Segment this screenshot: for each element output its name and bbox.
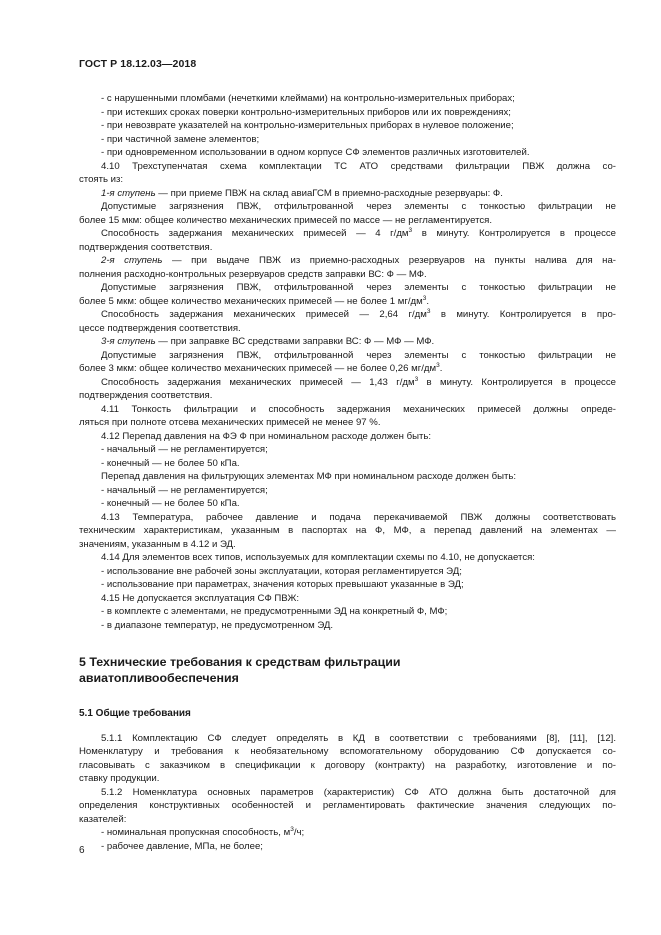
- text-line: - в комплекте с элементами, не предусмотренными ЭД на конкретный Ф, МФ;: [101, 606, 448, 617]
- text-line: - начальный — не регламентируется;: [101, 484, 268, 496]
- text-line: Способность задержания механических примесей — 4 $г/дм^3$ в минуту. Контролируется в процессе: [101, 227, 617, 239]
- text-line: - при невозврате указателей на контрольно-измерительных приборах в нулевое положение;: [101, 120, 514, 131]
- text-line: значениям, указанным в 4.12 и ЭД.: [79, 538, 236, 550]
- subsection-5-1-heading: 5.1 Общие требования: [79, 708, 191, 719]
- stage-2-label: 2-я ступень: [101, 255, 163, 266]
- text-line: гласовывать с заказчиком в спецификации к договору (контракту) на разработку, изготовление и по-: [79, 759, 616, 771]
- clause-4-14: 4.14 Для элементов всех типов, используемых для комплектации схемы по 4.10, не допускается:: [101, 552, 535, 563]
- text-line: - начальный — не регламентируется;: [101, 444, 268, 455]
- document-body: [79, 92, 616, 853]
- text-line: - использование вне рабочей зоны эксплуатации, которая регламентируется ЭД;: [101, 565, 462, 577]
- text-line: - конечный — не более 50 кПа.: [101, 498, 240, 509]
- text-line: более 15 мкм: общее количество механических примесей по массе — не регламентируется.: [79, 214, 493, 226]
- stage-2-line: 2-я ступень — при выдаче ПВЖ из приемно-расходных резервуаров на пункты налива для на-: [101, 255, 616, 266]
- text-line: - при одновременном использовании в одном корпусе СФ элементов различных изготовителей.: [101, 147, 530, 158]
- text-line: ляться при полноте отсева механических примесей не менее 97 %.: [79, 417, 381, 428]
- text-line: цессе подтверждения соответствия.: [79, 322, 241, 334]
- text-line: Номенклатуру и требования к необязательному вспомогательному оборудованию СФ допускается со-: [79, 746, 616, 757]
- text-line: Способность задержания механических примесей — 1,43 $г/дм^3$ в минуту. Контролируется в процессе: [101, 375, 616, 388]
- clause-4-11: 4.11 Тонкость фильтрации и способность задержания механических примесей должны опреде-: [101, 403, 616, 415]
- document-header: ГОСТ Р 18.12.03—2018: [79, 58, 197, 70]
- clause-4-12: 4.12 Перепад давления на ФЭ Ф при номинальном расходе должен быть:: [101, 430, 432, 442]
- text-line: казателей:: [79, 813, 127, 825]
- text-line: Допустимые загрязнения ПВЖ, отфильтрованной через элементы с тонкостью фильтрации не: [101, 282, 616, 293]
- clause-5-1-1: 5.1.1 Комплектацию СФ следует определять в КД в соответствии с требованиями [8], [11], [12].: [101, 732, 616, 744]
- text-line: ставку продукции.: [79, 773, 160, 784]
- clause-4-15: 4.15 Не допускается эксплуатация СФ ПВЖ:: [101, 592, 300, 604]
- stage-3-line: 3-я ступень — при заправке ВС средствами заправки ВС: Ф — МФ — МФ.: [101, 336, 435, 347]
- text-line: более 5 мкм: общее количество механических примесей — не более 1 $мг/дм^3$.: [79, 294, 430, 307]
- text-line: Допустимые загрязнения ПВЖ, отфильтрованной через элементы с тонкостью фильтрации не: [101, 201, 616, 212]
- stage-1-label: 1-я ступень: [101, 187, 156, 199]
- text-line: более 3 мкм: общее количество механических примесей — не более 0,26 $мг/дм^3$.: [79, 362, 443, 374]
- text-line: стоять из:: [79, 174, 124, 185]
- page-number: 6: [79, 845, 85, 856]
- text-line: - рабочее давление, МПа, не более;: [101, 840, 263, 852]
- text-line: полнения расходно-контрольных резервуаров средств заправки ВС: Ф — МФ.: [79, 268, 427, 280]
- stage-3-label: 3-я ступень: [101, 336, 156, 347]
- text-line: Допустимые загрязнения ПВЖ, отфильтрованной через элементы с тонкостью фильтрации не: [101, 349, 616, 361]
- text-line: подтверждения соответствия.: [79, 390, 213, 401]
- clause-5-1-2: 5.1.2 Номенклатура основных параметров (характеристик) СФ АТО должна быть достаточной для: [101, 786, 616, 798]
- text-line: Перепад давления на фильтрующих элементах МФ при номинальном расходе должен быть:: [101, 471, 517, 482]
- text-line: - конечный — не более 50 кПа.: [101, 457, 240, 469]
- text-line: - при истекших сроках поверки контрольно-измерительных приборов или их повреждениях;: [101, 106, 511, 118]
- text-line: Способность задержания механических примесей — 2,64 $г/дм^3$ в минуту. Контролируется в про-: [101, 308, 616, 320]
- text-line: подтверждения соответствия.: [79, 241, 213, 253]
- section-5-heading: 5 Технические требования к средствам фильтрации авиатопливообеспечения: [79, 655, 401, 685]
- text-line: определения конструктивных особенностей и регламентировать фактические значения следующих по-: [79, 800, 616, 811]
- text-line: техническим характеристикам, указанным в паспортах на Ф, МФ, а перепад давлений на элементах —: [79, 525, 616, 536]
- text-line: - в диапазоне температур, не предусмотренном ЭД.: [101, 619, 334, 631]
- clause-4-13: 4.13 Температура, рабочее давление и подача перекачиваемой ПВЖ должны соответствовать: [101, 511, 616, 523]
- text-line: - с нарушенными пломбами (нечеткими клеймами) на контрольно-измерительных приборах;: [101, 93, 515, 104]
- text-line: - номинальная пропускная способность, $м^3/ч$;: [101, 826, 305, 838]
- text-line: - использование при параметрах, значения которых превышают указанные в ЭД;: [101, 579, 464, 590]
- clause-4-10: 4.10 Трехступенчатая схема комплектации ТС АТО средствами фильтрации ПВЖ должна со-: [101, 160, 616, 172]
- text-line: - при частичной замене элементов;: [101, 133, 260, 145]
- stage-1-line: 1-я ступень — при приеме ПВЖ на склад авиаГСМ в приемно-расходные резервуары: Ф.: [101, 187, 503, 199]
